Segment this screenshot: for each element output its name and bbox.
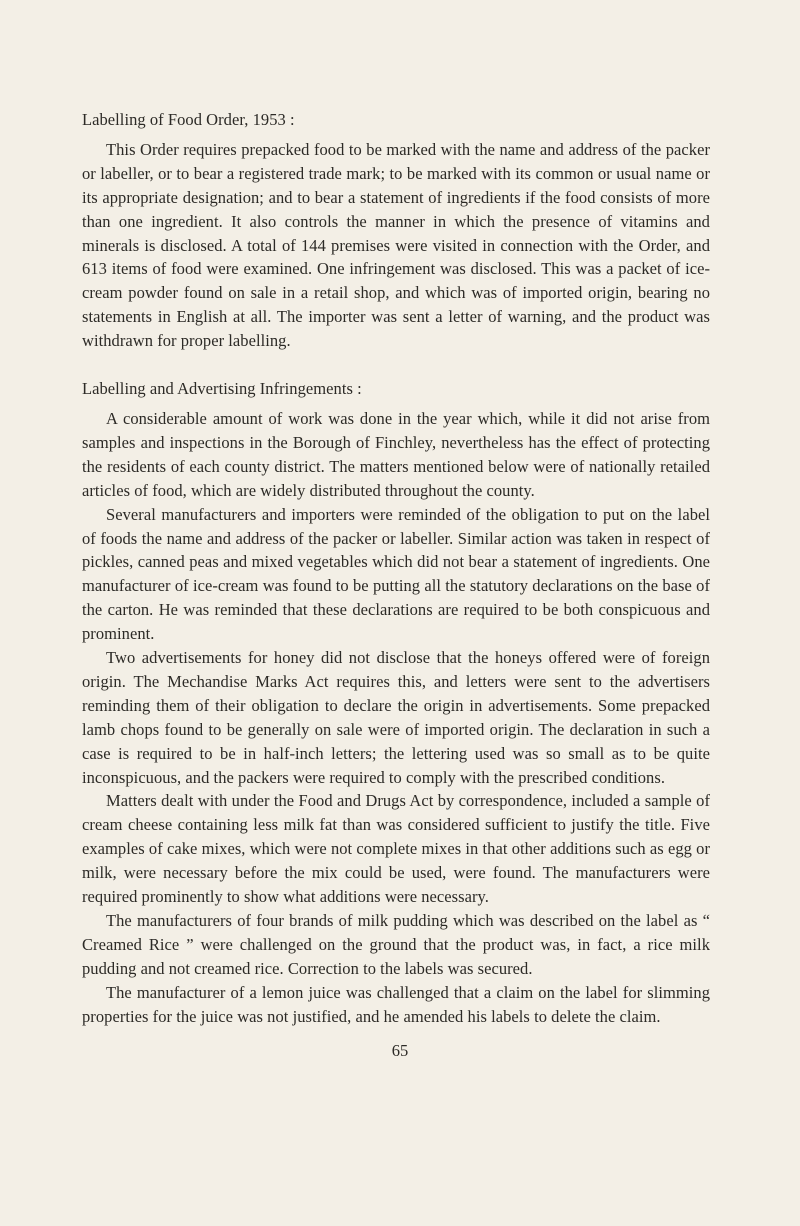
section-heading-infringements: Labelling and Advertising Infringements :	[82, 379, 362, 399]
page-number: 65	[391, 1041, 409, 1060]
paragraph: Several manufacturers and importers were reminded of the obligation to put on the label of foods the name and address of the packer or labeller. Similar action was taken in respect of pickles, canned peas and mixed vegetables which did not bear a statement of ingredients. One manufacturer of ice-cream was found to be putting all the statutory declarations on the base of the carton. He was reminded that these declarations are required to be both conspicuous and prominent.	[82, 504, 710, 644]
paragraph: Matters dealt with under the Food and Drugs Act by correspondence, included a sample of cream cheese containing less milk fat than was considered sufficient to justify the title. Five examples of cake mixes, which were not complete mixes in that other additions such as egg or milk, were necessary before the mix could be used, were found. The manufacturers were required prominently to show what additions were necessary.	[82, 791, 710, 907]
paragraph: The manufacturers of four brands of milk pudding which was described on the label as “ Creamed Rice ” were challenged on the ground that the product was, in fact, a rice milk pudding and not creamed rice. Correction to the labels was secured.	[82, 911, 710, 978]
paragraph: Two advertisements for honey did not disclose that the honeys offered were of foreign origin. The Mechandise Marks Act requires this, and letters were sent to the advertisers reminding them of their obligation to declare the origin in advertisements. Some prepacked lamb chops found to be generally on sale were of imported origin. The declaration in such a case is required to be in half-inch letters; the lettering used was so small as to be quite inconspicuous, and the packers were required to comply with the prescribed conditions.	[82, 648, 710, 787]
paragraph: This Order requires prepacked food to be marked with the name and address of the packer or labeller, or to bear a registered trade mark; to be marked with its common or usual name or its appropriate designation; and to bear a statement of ingredients if the food consists of more than one ingredient. It also controls the manner in which the presence of vitamins and minerals is disclosed. A total of 144 premises were visited in connection with the Order, and 613 items of food were examined. One infringement was disclosed. This was a packet of ice-cream powder found on sale in a retail shop, and which was of imported origin, bearing no statements in English at all. The importer was sent a letter of warning, and the product was withdrawn for proper labelling.	[82, 139, 710, 351]
document-page	[82, 108, 710, 1029]
paragraph: The manufacturer of a lemon juice was challenged that a claim on the label for slimming properties for the juice was not justified, and he amended his labels to delete the claim.	[82, 982, 710, 1026]
section-spacer	[82, 353, 710, 377]
paragraph: A considerable amount of work was done in the year which, while it did not arise from samples and inspections in the Borough of Finchley, nevertheless has the effect of protecting the residents of each county district. The matters mentioned below were of nationally retailed articles of food, which are widely distributed throughout the county.	[82, 408, 710, 500]
section-heading-labelling-order: Labelling of Food Order, 1953 :	[82, 110, 295, 129]
